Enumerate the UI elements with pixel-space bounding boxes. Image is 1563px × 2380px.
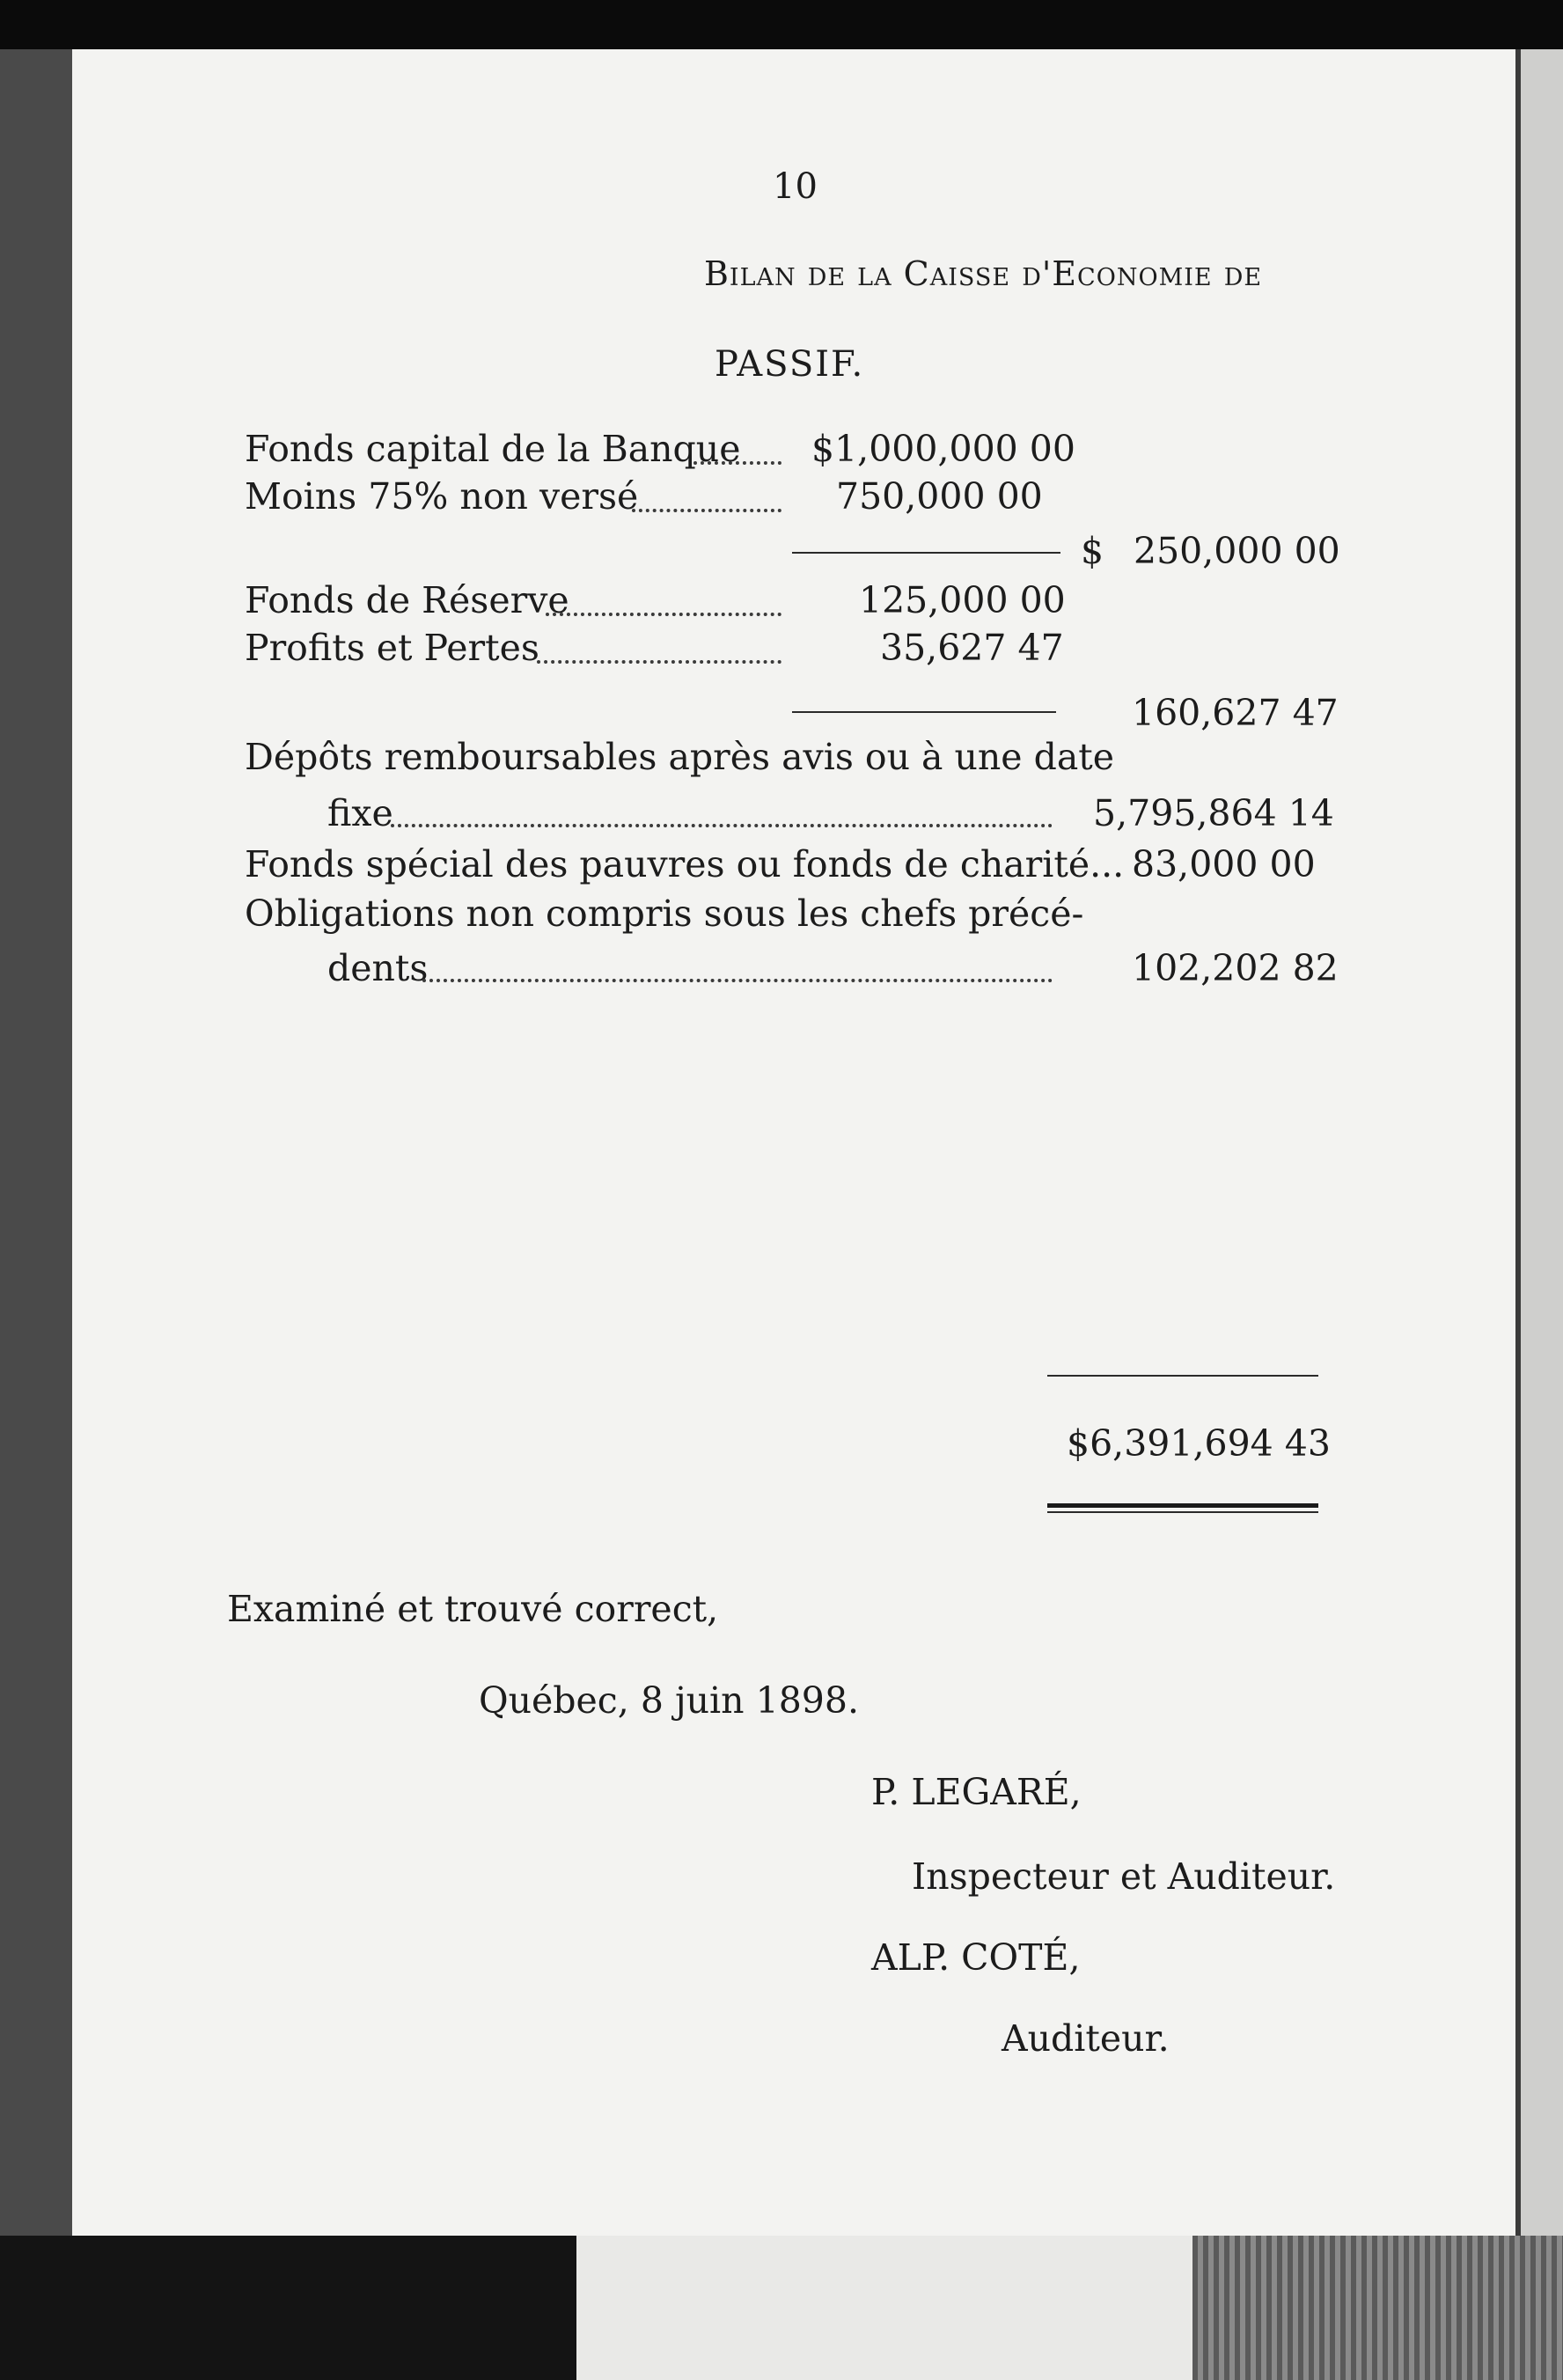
- signer1-title: Inspecteur et Auditeur.: [912, 1855, 1336, 1898]
- total-double-rule: [1047, 1511, 1318, 1513]
- subtotal1-amount: 250,000 00: [1134, 530, 1340, 572]
- total-amount: $6,391,694 43: [1067, 1422, 1331, 1465]
- sum-rule: [792, 711, 1056, 713]
- depots-label-cont: fixe: [327, 792, 393, 834]
- scan-left-border: [0, 49, 72, 2380]
- section-title: PASSIF.: [715, 344, 865, 385]
- total-double-rule: [1047, 1503, 1318, 1508]
- leader-dots: [537, 660, 782, 664]
- running-head: Bilan de la Caisse d'Economie de: [704, 254, 1263, 293]
- sum-rule: [792, 552, 1060, 554]
- attestation-statement: Examiné et trouvé correct,: [227, 1588, 719, 1630]
- signer2-name: ALP. COTÉ,: [871, 1936, 1081, 1979]
- obligations-label-cont: dents: [327, 947, 429, 989]
- moins-amount: 750,000 00: [836, 475, 1043, 518]
- profits-label: Profits et Pertes: [245, 627, 539, 669]
- charite-amount: 83,000 00: [1132, 843, 1316, 885]
- moins-label: Moins 75% non versé: [245, 475, 639, 518]
- leader-dots: [632, 509, 782, 512]
- charite-label: Fonds spécial des pauvres ou fonds de charité...: [245, 843, 1125, 885]
- signer2-title: Auditeur.: [1002, 2017, 1170, 2060]
- depots-amount: 5,795,864 14: [1093, 792, 1334, 834]
- obligations-label: Obligations non compris sous les chefs précé-: [245, 892, 1084, 935]
- signer1-name: P. LEGARÉ,: [871, 1771, 1082, 1813]
- scan-bottom-fabric: [1192, 2236, 1563, 2380]
- subtotal1-currency: $: [1081, 530, 1104, 572]
- leader-dots: [422, 979, 1053, 982]
- subtotal2-amount: 160,627 47: [1132, 692, 1339, 734]
- profits-amount: 35,627 47: [880, 627, 1064, 669]
- obligations-amount: 102,202 82: [1132, 947, 1339, 989]
- leader-dots: [546, 613, 782, 616]
- scan-top-border: [0, 0, 1563, 49]
- depots-label: Dépôts remboursables après avis ou à une date: [245, 736, 1115, 778]
- capital-amount: $1,000,000 00: [811, 428, 1075, 470]
- capital-label: Fonds capital de la Banque: [245, 428, 741, 470]
- reserve-label: Fonds de Réserve: [245, 579, 569, 621]
- leader-dots: [693, 461, 782, 465]
- scan-bottom-paper: [576, 2236, 1192, 2380]
- reserve-amount: 125,000 00: [859, 579, 1066, 621]
- place-date: Québec, 8 juin 1898.: [479, 1679, 859, 1722]
- leader-dots: [391, 824, 1053, 827]
- next-page-strip: [1521, 49, 1563, 2236]
- page-number: 10: [773, 166, 818, 207]
- total-rule: [1047, 1375, 1318, 1377]
